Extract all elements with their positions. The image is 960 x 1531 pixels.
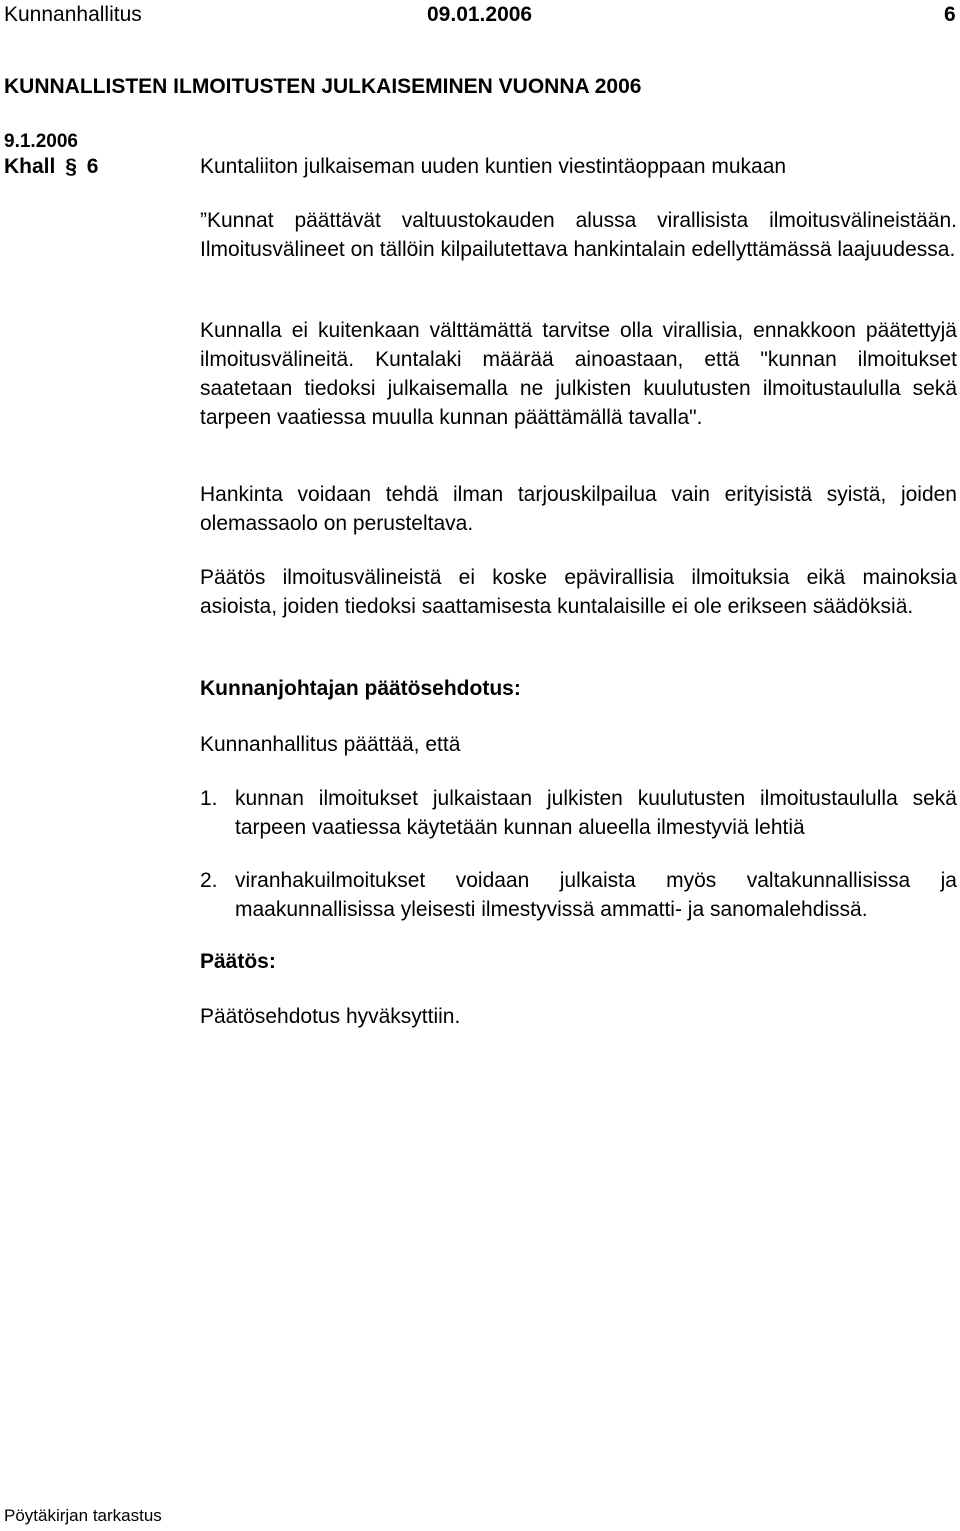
proposal-item-number: 2. [200,869,218,892]
proposal-item [200,784,957,842]
proposal-intro: Kunnanhallitus päättää, että [200,733,461,756]
section-number: 6 [86,155,99,178]
paragraph-4: Päätös ilmoitusvälineistä ei koske epävirallisia ilmoituksia eikä mainoksia asioista, joiden tiedoksi saattamisesta kuntalaisille ei ole erikseen säädöksiä. [200,566,957,618]
intro-text: Kuntaliiton julkaiseman uuden kuntien viestintäoppaan mukaan [200,155,787,178]
quote-paragraph [200,206,957,264]
decision-heading: Päätös: [200,950,276,973]
section-prefix: Khall [4,155,56,178]
document-title: KUNNALLISTEN ILMOITUSTEN JULKAISEMINEN VUONNA 2006 [4,75,642,98]
section-symbol: § [65,155,77,178]
decision-text: Päätösehdotus hyväksyttiin. [200,1005,461,1028]
header-body: Kunnanhallitus [4,3,142,26]
proposal-item [200,866,957,924]
paragraph-1: ”Kunnat päättävät valtuustokauden alussa virallisista ilmoitusvälineistään. Ilmoitusvälineet on tällöin kilpailutettava hankintalain edellyttämässä laajuudessa. [200,209,957,261]
page-number: 6 [944,3,956,26]
proposal-item-text: viranhakuilmoitukset voidaan julkaista myös valtakunnallisissa ja maakunnallisissa yleisesti ilmestyvissä ammatti- ja sanomalehdissä. [235,869,957,921]
procurement-paragraph [200,480,957,538]
law-paragraph [200,316,957,432]
paragraph-2: Kunnalla ei kuitenkaan välttämättä tarvitse olla virallisia, ennakkoon päätettyjä ilmoitusvälineitä. Kuntalaki määrää ainoastaan, että "kunnan ilmoitukset saatetaan tiedoksi julkaisemalla ne julkisten kuulutusten ilmoitustaululla sekä tarpeen vaatiessa muulla kunnan päättämällä tavalla". [200,319,957,429]
meeting-date: 9.1.2006 [4,131,78,152]
footer-minutes-check: Pöytäkirjan tarkastus [4,1506,162,1525]
exclusion-paragraph [200,563,957,621]
proposal-item-text: kunnan ilmoitukset julkaistaan julkisten kuulutusten ilmoitustaululla sekä tarpeen vaatiessa käytetään kunnan alueella ilmestyviä lehtiä [235,787,957,839]
paragraph-3: Hankinta voidaan tehdä ilman tarjouskilpailua vain erityisistä syistä, joiden olemassaolo on perusteltava. [200,483,957,535]
proposal-item-number: 1. [200,787,218,810]
section-reference [4,152,98,181]
proposal-heading: Kunnanjohtajan päätösehdotus: [200,677,521,700]
header-date: 09.01.2006 [427,3,533,26]
